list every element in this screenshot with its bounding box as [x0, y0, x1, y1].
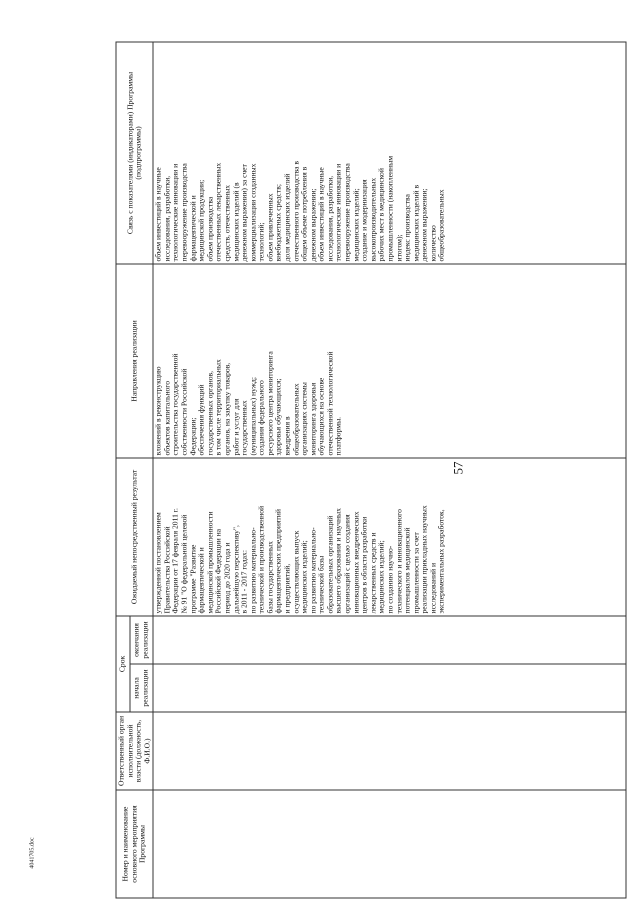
cell-implementation-directions: вложений в реконструкцию объектов капитального строительства государственной собственности Российской Федерации; обеспечения функций государственных органов, в том числе территориальных органов, на закупку товаров, работ и услуг для государственных (муниципальных) нужд; создания федерального ресурсного центра мониторинга здоровья обучающихся; внедрения в общеобразовательных организациях системы мониторинга здоровья обучающихся на основе отечественной технологической платформы.	[153, 264, 626, 458]
page-number: 57	[450, 461, 466, 475]
header-measure-name: Номер и наименование основного мероприятия Программы	[116, 790, 153, 898]
cell-expected-result: утвержденной постановлением Правительства Российской Федерации от 17 февраля 2011 г. № 91 "О федеральной целевой программе "Развитие фармацевтической и медицинской промышленности Российской Федерации на период до 2020 года и дальнейшую перспективу", в 2011 - 2017 годах: по развитию материально- технической и производственной базы государственных фармацевтических предприятий и предприятий, осуществляющих выпуск медицинских изделий; по развитию материально- технической базы образовательных организаций высшего образования и научных организаций с целью создания инновационных внедренческих центров в области разработки лекарственных средств и медицинских изделий; по созданию научно- технического и инновационного потенциалов медицинской промышленности за счет реализации прикладных научных исследований и экспериментальных разработок,	[153, 458, 626, 616]
program-measures-table	[116, 41, 627, 898]
document-id: 4041705.doc	[29, 837, 36, 869]
header-row-1	[116, 42, 130, 898]
header-implementation-directions: Направления реализации	[116, 264, 153, 458]
header-term-end: окончания реализации	[130, 616, 154, 664]
header-term: Срок	[116, 616, 130, 712]
cell-term-start	[153, 664, 626, 712]
header-term-start: начала реализации	[130, 664, 154, 712]
rotated-table-frame	[116, 43, 640, 899]
table-row	[153, 42, 626, 898]
cell-measure-name	[153, 790, 626, 898]
cell-term-end	[153, 616, 626, 664]
header-expected-result: Ожидаемый непосредственный результат	[116, 458, 153, 616]
header-responsible-body: Ответственный орган исполнительной власти (должность, Ф.И.О.)	[116, 712, 153, 790]
header-indicators-link: Связь с показателями (индикаторами) Программы (подпрограммы)	[116, 42, 153, 264]
cell-indicators-link: объем инвестиций в научные исследования, разработки, технологические инновации и перевооружение производства фармацевтической и медицинской продукции; объем производства отечественных лекарственных средств, отечественных медицинских изделий (в денежном выражении) за счет коммерциализации созданных технологий; объем привлеченных внебюджетных средств; доля медицинских изделий отечественного производства в общем объеме потребления в денежном выражении; объем инвестиций в научные исследования, разработки, технологические инновации и перевооружение производства медицинских изделий; создание и модернизация высокопроизводительных рабочих мест в медицинской промышленности (накопленным итогом); индекс производства медицинских изделий в денежном выражении; количество общеобразовательных	[153, 42, 626, 264]
cell-responsible-body	[153, 712, 626, 790]
